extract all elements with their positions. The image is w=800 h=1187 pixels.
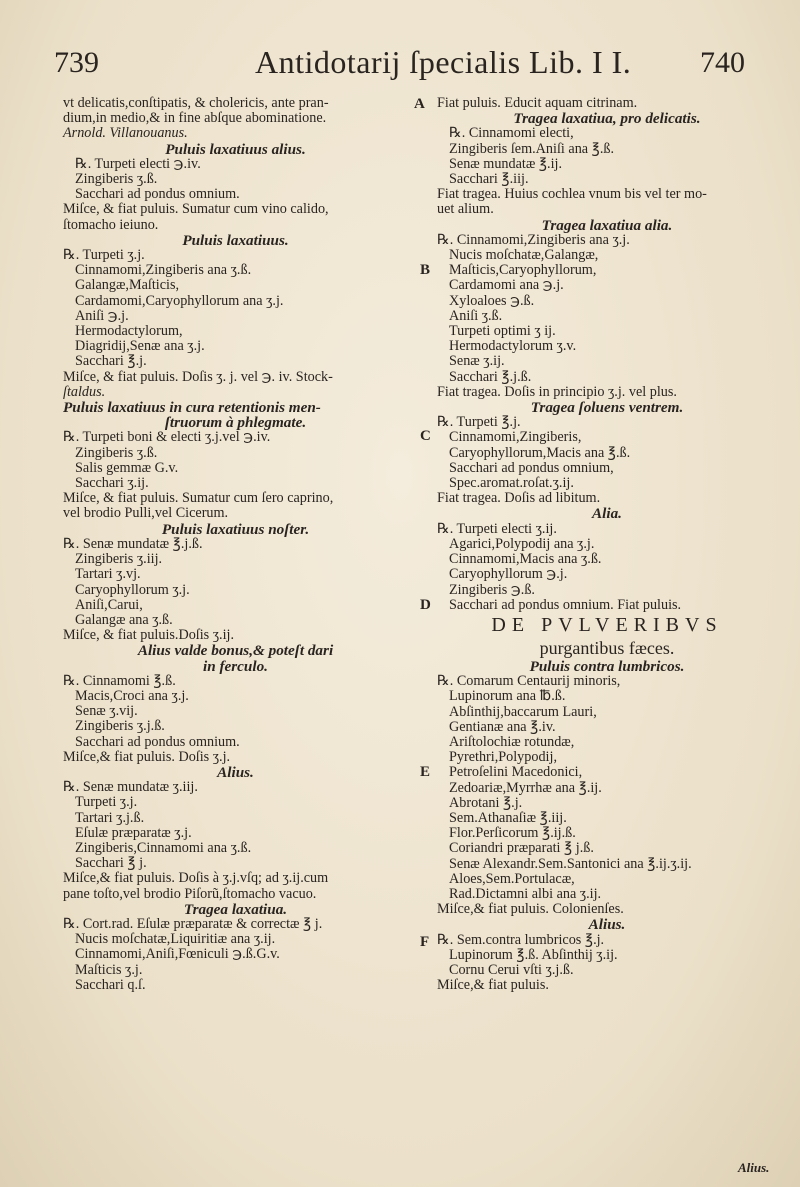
right-column-2-line: Zedoariæ,Myrrhæ ana ℥.ij.	[449, 779, 602, 796]
left-column-line: ℞. Cinnamomi ℥.ß.	[63, 672, 176, 689]
page-number-right: 740	[700, 46, 745, 79]
right-column-2-line: Ariſtolochiæ rotundæ,	[449, 733, 575, 750]
left-column-line: ℞. Turpeti electi ℈.iv.	[75, 155, 201, 172]
right-column-line: Cinnamomi,Zingiberis,	[449, 429, 582, 446]
right-column-line: Maſticis,Caryophyllorum,	[449, 262, 597, 279]
left-column-line: Cardamomi,Caryophyllorum ana ʒ.j.	[75, 292, 284, 309]
running-title: Antidotarij ſpecialis Lib. I I.	[255, 44, 632, 80]
right-column-line: Sacchari ad pondus omnium. Fiat puluis.	[449, 596, 682, 613]
left-column-line: Hermodactylorum,	[75, 323, 183, 340]
section-title: DE PVLVERIBVS	[491, 613, 723, 636]
left-column-line: ℞. Senæ mundatæ ʒ.iij.	[63, 779, 198, 796]
left-column-line: Sacchari q.ſ.	[75, 976, 146, 993]
left-column-line: Puluis laxatiuus noſter.	[161, 520, 310, 538]
left-column-line: Tartari ʒ.j.ß.	[75, 809, 145, 826]
right-column-line: Senæ mundatæ ℥.ij.	[449, 155, 563, 172]
right-column-line: ℞. Cinnamomi,Zingiberis ana ʒ.j.	[437, 231, 630, 248]
left-column-line: Puluis laxatiuus.	[182, 231, 289, 249]
margin-letter-c: C	[420, 428, 431, 444]
right-column-2-line: Cornu Cerui vſti ʒ.j.ß.	[449, 961, 574, 978]
right-column-2-line: Lupinorum ℥.ß. Abſinthij ʒ.ij.	[449, 946, 618, 963]
right-column-2-line: Flor.Perſicorum ℥.ij.ß.	[449, 825, 576, 842]
right-column-2-line: Lupinorum ana ℔.ß.	[449, 688, 566, 705]
left-column-line: Cinnamomi,Aniſi,Fœniculi ℈.ß.G.v.	[75, 946, 280, 963]
right-column-line: Tragea laxatiua alia.	[541, 216, 673, 234]
right-column-2-line: Abſinthij,baccarum Lauri,	[449, 703, 597, 720]
right-column-line: Caryophyllorum ℈.j.	[449, 566, 568, 583]
right-column-line: Zingiberis ſem.Aniſi ana ℥.ß.	[449, 140, 615, 157]
left-column-line: Miſce, & fiat puluis. Sumatur cum vino calido,	[63, 201, 329, 218]
right-column-line: Tragea laxatiua, pro delicatis.	[513, 110, 701, 128]
left-column-line: Zingiberis ʒ.ß.	[75, 171, 158, 188]
right-column-2-line: Miſce,& fiat puluis.	[437, 977, 549, 994]
right-column-2-line: Alius.	[588, 916, 626, 934]
left-column-line: Zingiberis ʒ.iij.	[75, 551, 163, 568]
left-column-line: Aniſi,Carui,	[75, 596, 143, 613]
margin-letter-e: E	[420, 764, 431, 780]
left-column-line: Turpeti ʒ.j.	[75, 794, 138, 811]
right-column-line: Alia.	[592, 505, 622, 523]
left-column-line: Cinnamomi,Zingiberis ana ʒ.ß.	[75, 262, 252, 279]
right-column-2-line: Miſce,& fiat puluis. Colonienſes.	[437, 901, 624, 918]
right-column-2-line: Aloes,Sem.Portulacæ,	[449, 870, 575, 887]
right-column-line: Sacchari ℥.iij.	[449, 171, 529, 188]
right-column-2-line: ℞. Comarum Centaurij minoris,	[437, 673, 621, 690]
margin-letter-b: B	[420, 262, 431, 278]
left-column-line: Miſce, & fiat puluis. Doſis ʒ. j. vel ℈. iv. Stock-	[63, 368, 333, 385]
right-column-line: Aniſi ʒ.ß.	[449, 307, 503, 324]
left-column-line: Caryophyllorum ʒ.j.	[75, 581, 190, 598]
left-column-line: Aniſi ℈.j.	[75, 307, 129, 324]
right-column-line: Fiat tragea. Huius cochlea vnum bis vel ter mo-	[437, 186, 707, 203]
left-column-line: Diagridij,Senæ ana ʒ.j.	[75, 338, 205, 355]
left-column-line: Zingiberis ʒ.ß.	[75, 444, 158, 461]
margin-letter-d: D	[420, 597, 431, 613]
left-column-line: Maſticis ʒ.j.	[75, 961, 143, 978]
right-column-2-line: Senæ Alexandr.Sem.Santonici ana ℥.ij.ʒ.ij.	[449, 855, 692, 872]
right-column-line: uet alium.	[437, 201, 494, 218]
left-column-line: Puluis laxatiuus alius.	[165, 140, 306, 158]
right-column-line: ℞. Turpeti electi ʒ.ij.	[437, 520, 557, 537]
left-column-line: Galangæ,Maſticis,	[75, 277, 180, 294]
left-column-line: Sacchari ad pondus omnium.	[75, 733, 240, 750]
left-column-line: ſtomacho ieiuno.	[63, 216, 159, 233]
right-column-2-line: Puluis contra lumbricos.	[529, 657, 685, 675]
left-column-line: Macis,Croci ana ʒ.j.	[75, 687, 189, 704]
right-column-line: Nucis moſchatæ,Galangæ,	[449, 247, 599, 264]
right-column-line: Hermodactylorum ʒ.v.	[449, 338, 577, 355]
left-column-line: Senæ ʒ.vij.	[75, 703, 138, 720]
right-column-2-line: Gentianæ ana ℥.iv.	[449, 718, 556, 735]
right-column-2-line: Abrotani ℥.j.	[449, 794, 523, 811]
left-column-line: dium,in medio,& in fine abſque abominatione.	[63, 110, 327, 127]
left-column-line: Sacchari ʒ.ij.	[75, 475, 149, 492]
section-subtitle: purgantibus fæces.	[539, 637, 675, 658]
right-column-2-line: Coriandri præparati ℥ j.ß.	[449, 840, 594, 857]
left-column-line: Puluis laxatiuus in cura retentionis men-	[63, 399, 321, 417]
right-column-line: Fiat tragea. Doſis ad libitum.	[437, 490, 601, 507]
left-column-line: Arnold. Villanouanus.	[63, 125, 188, 142]
left-column-line: Eſulæ præparatæ ʒ.j.	[75, 824, 192, 841]
left-column-line: Tartari ʒ.vj.	[75, 566, 141, 583]
left-column-line: in ferculo.	[203, 657, 268, 675]
left-column-line: Miſce, & fiat puluis.Doſis ʒ.ij.	[63, 627, 235, 644]
right-column-line: ℞. Turpeti ℥.j.	[437, 414, 521, 431]
left-column-line: Salis gemmæ G.v.	[75, 459, 179, 476]
left-column-line: Nucis moſchatæ,Liquiritiæ ana ʒ.ij.	[75, 931, 276, 948]
catchword: Alius.	[738, 1160, 770, 1175]
right-column-2-line: Pyrethri,Polypodij,	[449, 749, 557, 766]
right-column	[437, 96, 777, 993]
right-column-line: Fiat tragea. Doſis in principio ʒ.j. vel plus.	[437, 383, 677, 400]
right-column-line: Cinnamomi,Macis ana ʒ.ß.	[449, 551, 602, 568]
page-number-left: 739	[54, 46, 99, 79]
right-column-line: Spec.aromat.roſat.ʒ.ij.	[449, 475, 574, 492]
left-column-line: ℞. Turpeti boni & electi ʒ.j.vel ℈.iv.	[63, 429, 271, 446]
left-column-line: Zingiberis,Cinnamomi ana ʒ.ß.	[75, 839, 252, 856]
right-column-recipes	[437, 96, 777, 613]
left-column-line: pane toſto,vel brodio Piſorũ,ſtomacho vacuo.	[63, 885, 317, 902]
left-column-line: vt delicatis,conſtipatis, & cholericis, ante pran-	[63, 95, 329, 111]
left-column-line: vel brodio Pulli,vel Cicerum.	[63, 505, 229, 522]
running-header	[0, 44, 800, 94]
left-column	[63, 96, 408, 993]
right-column-line: Turpeti optimi ʒ ij.	[449, 323, 556, 340]
left-column-line: ℞. Senæ mundatæ ℥.j.ß.	[63, 535, 203, 552]
left-column-line: Alius.	[217, 763, 254, 781]
margin-letter-f: F	[420, 934, 430, 950]
left-column-line: Tragea laxatiua.	[183, 900, 288, 918]
right-column-2-line: ℞. Sem.contra lumbricos ℥.j.	[437, 931, 605, 948]
right-column-line: Tragea ſoluens ventrem.	[530, 399, 684, 417]
left-column-line: Miſce,& fiat puluis. Doſis à ʒ.j.vſq; ad ʒ.ij.cum	[63, 870, 329, 887]
margin-letter-a: A	[414, 96, 425, 112]
right-column-line: Senæ ʒ.ij.	[449, 353, 505, 370]
right-column-line: Cardamomi ana ℈.j.	[449, 277, 564, 294]
right-column-line: Zingiberis ℈.ß.	[449, 581, 535, 598]
left-column-line: Sacchari ℥.j.	[75, 353, 147, 370]
left-column-line: ſtruorum à phlegmate.	[164, 414, 307, 432]
left-column-line: Miſce,& fiat puluis. Doſis ʒ.j.	[63, 748, 231, 765]
left-column-line: Sacchari ℥ j.	[75, 855, 147, 872]
right-column-line: Sacchari ℥.j.ß.	[449, 368, 532, 385]
right-column-line: Caryophyllorum,Macis ana ℥.ß.	[449, 444, 631, 461]
left-column-line: ſtaldus.	[63, 383, 106, 400]
left-column-line: Zingiberis ʒ.j.ß.	[75, 718, 165, 735]
right-column-line: Sacchari ad pondus omnium,	[449, 459, 614, 476]
left-column-line: ℞. Turpeti ʒ.j.	[63, 247, 145, 264]
right-column-2-line: Petroſelini Macedonici,	[449, 764, 583, 781]
left-column-line: Galangæ ana ʒ.ß.	[75, 611, 173, 628]
right-column-line: Fiat puluis. Educit aquam citrinam.	[437, 95, 638, 111]
left-column-line: Miſce, & fiat puluis. Sumatur cum ſero caprino,	[63, 490, 334, 507]
right-column-lumbricos	[437, 659, 777, 993]
column-gutter	[415, 96, 435, 1166]
right-column-line: ℞. Cinnamomi electi,	[449, 125, 574, 142]
right-column-2-line: Rad.Dictamni albi ana ʒ.ij.	[449, 885, 602, 902]
right-column-line: Xyloaloes ℈.ß.	[449, 292, 535, 309]
left-column-line: ℞. Cort.rad. Eſulæ præparatæ & correctæ ℥ j.	[63, 915, 323, 932]
left-column-line: Alius valde bonus,& poteſt dari	[137, 642, 334, 660]
right-column-line: Agarici,Polypodij ana ʒ.j.	[449, 535, 595, 552]
left-column-line: Sacchari ad pondus omnium.	[75, 186, 240, 203]
right-column-2-line: Sem.Athanaſiæ ℥.iij.	[449, 809, 567, 826]
